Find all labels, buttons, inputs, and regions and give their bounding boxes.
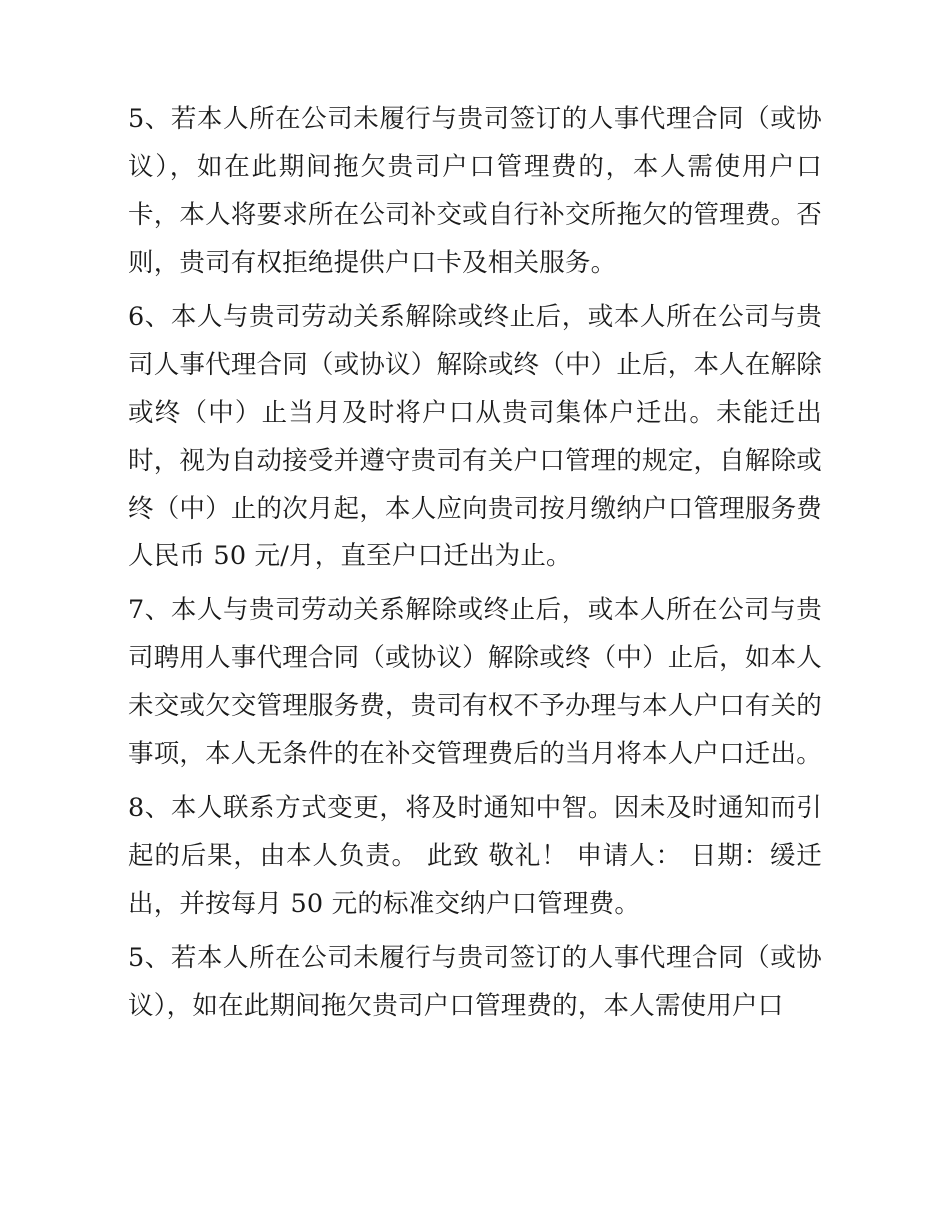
paragraph-6: 6、本人与贵司劳动关系解除或终止后，或本人所在公司与贵司人事代理合同（或协议）解除或终（中）止后，本人在解除或终（中）止当月及时将户口从贵司集体户迁出。未能迁出时，视为自动接受并遵守贵司有关户口管理的规定，自解除或终（中）止的次月起，本人应向贵司按月缴纳户口管理服务费人民币 50 元/月，直至户口迁出为止。 <box>128 301 822 572</box>
document-body <box>128 96 822 1031</box>
paragraph-5b: 5、若本人所在公司未履行与贵司签订的人事代理合同（或协议），如在此期间拖欠贵司户口管理费的，本人需使用户口 <box>128 942 822 1021</box>
paragraph-7: 7、本人与贵司劳动关系解除或终止后，或本人所在公司与贵司聘用人事代理合同（或协议）解除或终（中）止后，如本人未交或欠交管理服务费，贵司有权不予办理与本人户口有关的事项，本人无条件的在补交管理费后的当月将本人户口迁出。 <box>128 595 822 770</box>
paragraph-8: 8、本人联系方式变更，将及时通知中智。因未及时通知而引起的后果，由本人负责。 此致 敬礼！ 申请人： 日期：缓迁出，并按每月 50 元的标准交纳户口管理费。 <box>128 793 822 919</box>
paragraph-5a: 5、若本人所在公司未履行与贵司签订的人事代理合同（或协议），如在此期间拖欠贵司户口管理费的，本人需使用户口卡，本人将要求所在公司补交或自行补交所拖欠的管理费。否则，贵司有权拒绝提供户口卡及相关服务。 <box>128 104 822 278</box>
